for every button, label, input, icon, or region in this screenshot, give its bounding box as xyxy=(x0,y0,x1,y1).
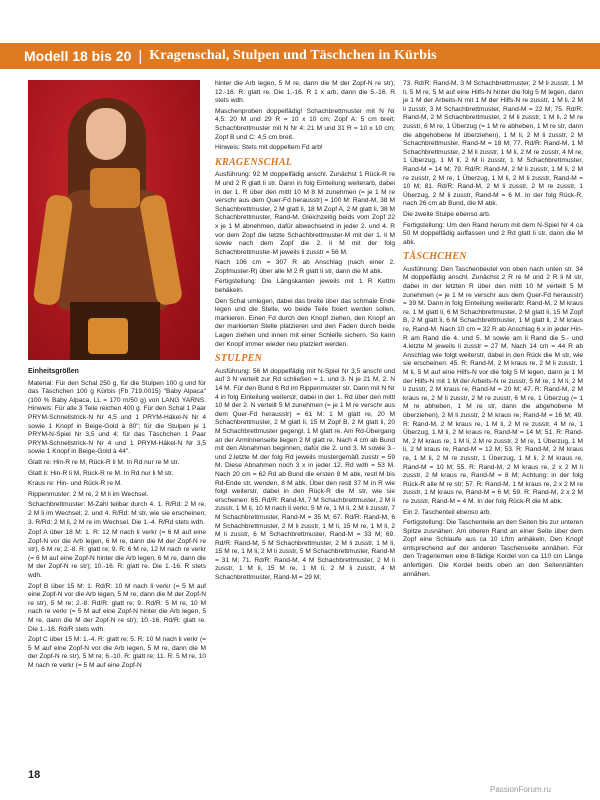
section-heading-stulpen: STULPEN xyxy=(215,353,263,365)
schal-abschluss: Nach 106 cm = 307 R ab Anschlag (nach einer 2. Zopfmuster-R) über alle M 2 R glatt li str, dann die M abk. xyxy=(215,259,395,275)
model-photo xyxy=(28,80,200,360)
title-separator: | xyxy=(138,47,143,65)
schal-ausfuehrung: Ausführung: 92 M doppelfädig anschl. Zunächst 1 Rück-R re M und 2 R glatt li str. Dann in folg Einteilung weiterarb, dabei in der 1. R über den mittl 10 M 8 M zunehmen (= je 1 M re verschr aus dem Quer-Fd herausstr) = 100 M: Rand-M, 38 M Schachbrettmuster, 2 M glatt li, 18 M Zopf A, 2 M glatt li, 38 M Schachbrettmuster, Rand-M. Gleichzeitig beids vom Zopf 22 x je 1 M abnehmen, dafür abwechselnd in jeder 2. und 4. R vor dem Zopf die letzte Schachbrettmuster-M mit der 1. li M sowie nach dem Zopf die 2. li M mit der folg Schachbrettmuster-M jeweils li zusstr = 56 M. xyxy=(215,171,395,256)
zopf-c-text: Zopf C über 15 M: 1.-4. R: glatt re; 5. R: 10 M nach li verkr (= 5 M auf eine Zopf-N vor die Arb legen, 5 M re, dann die M der Zopf-N re str), 5 M re; 6.-10. R: glatt re; 11. R: 5 M re, 10 M nach re verkr (= 5 M auf eine Zopf-N xyxy=(28,636,206,669)
top-margin xyxy=(0,0,600,20)
stulpen-ausfuehrung: Ausführung: 56 M doppelfädig mit N-Spiel Nr 3,5 anschl und auf 3 N verteilt zur Rd schließen = 1. und 3. N je 21 M, 2. N 14 M. Für den Bund 6 Rd im Rippenmuster str. Dann mit N Nr 4 in folg Einteilung weiterstr, dabei in der 1. Rd über den mittl 10 M der 2. N verteilt 5 M zunehmen (= je 1 M re verschr aus dem Quer-Fd herausstr) = 61 M: 1 M glatt re, 20 M Schachbrettmuster, 2 M glatt li, 15 M Zopf B, 2 M glatt li, 20 M Schachbrettmuster gegengl, 1 M glatt re. Am Rd-Übergang an der Arminnenseite liegen 2 M glatt re. Nach 4 cm ab Bund mit den Abnahmen beginnen, dafür die 2. und 3. M sowie 3.- und 2.letzte M der folg Rd jeweils mustergemäß zusstr = 59 M. Diese Abnahmen noch 3 x in jeder 12. Rd wdh = 53 M. Nach 20 cm = 62 Rd ab Bund die ersten 8 M abk, restl M bis Rd-Ende str, wenden, 8 M abk. Über den restl 37 M in R wie folgt weiterstr, dabei in den Rück-R die M str, wie sie erscheinen: 65. Rd/R: Rand-M, 7 M Schachbrettmuster, 2 M li zusstr, 1 M li, 10 M nach li verkr, 5 M re, 1 M li, 2 M li zusstr, 7 M Schachbrettmuster, Rand-M = 35 M; 67. Rd/R: Rand-M, 6 M Schachbrettmuster, 2 M li zusstr, 1 M li, 15 M re, 1 M li, 2 M li zusstr, 6 M Schachbrettmuster, Rand-M = 33 M; 69. Rd/R: Rand-M, 5 M Schachbrettmuster, 2 M li zusstr, 1 M li, 15 M re, 1 M li, 2 M li zusstr, 5 M Schachbrettmuster, Rand-M = 31 M; 71. Rd/R: Rand-M, 4 M Schachbrettmuster, 2 M li zusstr, 1 M li, 15 M re, 1 M li, 2 M li zusstr, 4 M Schachbrettmuster, Rand-M = 29 M; xyxy=(215,367,395,582)
model-number: Modell 18 bis 20 xyxy=(24,48,132,64)
tasche-fertigstellung: Fertigstellung: Die Taschenteile an den Seiten bis zur unteren Spitze zusnähen. Am oberen Rand an einer Seite über dem Zopf eine Schlaufe aus ca 10 Lftm anhäkeln. Den Knopf entsprechend auf der anderen Taschenseite annähen. Für den Trageriemen eine 8-fädige Kordel von ca 110 cm Länge anfertigen. Die Kordel beids oben an den Seitennähten annähen. xyxy=(403,519,583,578)
photo-bag xyxy=(88,318,128,354)
section-heading-taeschchen: TÄSCHCHEN xyxy=(403,251,467,263)
watermark: PassionForum.ru xyxy=(490,785,551,794)
zopf-c-continued: hinter die Arb legen, 5 M re, dann die M der Zopf-N re str); 12.-16. R: glatt re. Die 1.-16. R 1 x arb, dann die 5.-16. R stets wdh. xyxy=(215,80,395,105)
tasche-ausfuehrung: Ausführung: Den Taschenbeutel von oben nach unten str. 34 M doppelfädig anschl. Zunächst 2 R re M und 2 R li M str, dabei in der letzten R über den mittl 10 M verteilt 5 M zunehmen (= je 1 M re verschr aus dem Quer-Fd herausstr) = 39 M. Dann in folg Einteilung weiterarb: Rand-M, 2 M kraus re, 1 M glatt li, 6 M Schachbrettmuster, 2 M glatt li, 15 M Zopf B, 2 M glatt li, 6 M Schachbrettmuster, 1 M glatt li, 2 M kraus re, Rand-M. Nach 10 cm = 32 R ab Anschlag 6 x in jeder Hin-R am Rand die 4. und 5. M sowie am li Rand die 5.- und 4.letzte M jeweils li zusstr = 27 M. Nach 14 cm = 44 R ab Anschlag wie folgt weiterstr, dabei in den Rück die M str, wie sie erscheinen: 45. R: Rand-M, 2 M kraus re, 2 M li zusstr, 1 M li, 5 M auf eine Hilfs-N vor die folg 5 M legen, dann je 1 M der Hilfs-N mit 1 M der Arbeits-N re zusstr, 5 M re, 1 M li, 2 M li zusstr, 2 M kraus re, Rand-M = 20 M; 47. R: Rand-M, 2 M kraus re, 2 M li zusstr, 2 M re zusstr, 6 M re, 1 Überzug (= 1 M re abheben, 1 M re str, dann die abgehobene M überziehen), 2 M li zusstr, 2 M kraus re, Rand-M = 16 M; 49. R: Rand-M, 2 M kraus re, 1 M li, 2 M re zusstr, 4 M re, 1 Überzug, 1 M li, 2 M kraus re, Rand-M = 14 M; 51. R: Rand-M, 2 M kraus re, 1 M li, 2 M re zusstr, 2 M re, 1 Überzug, 1 M li, 2 M kraus re, Rand-M = 12 M; 53. R: Rand-M, 2 M kraus re, 1 M li, 2 M re zusstr, 1 Überzug, 1 M li, 2 M kraus re, Rand-M = 10 M; 55. R: Rand-M, 2 M kraus re, 2 x 2 M li zusstr, 2 M kraus re, Rand-M = 8 M; Achtung: in der folg Rück-R alle M re str; 57. R: Rand-M, 1 M kraus re, 2 x 2 M re zusstr, 1 M kraus re, Rand-M = 6 M; 59. R: Rand-M, 2 x 2 M re zusstr, Rand-M = 4 M. In der folg Rück-R die M abk. xyxy=(403,265,583,505)
hinweis-text: Hinweis: Stets mit doppeltem Fd arb! xyxy=(215,144,323,152)
schach-text: Schachbrettmuster: M-Zahl teilbar durch 4. 1. R/Rd: 2 M re, 2 M li im Wechsel; 2. und 4. R/Rd: M str, wie sie erscheinen; 3. R/Rd: 2 M li, 2 M re im Wechsel. Die 1.-4. R/Rd stets wdh. xyxy=(28,501,206,526)
schal-knopf: Den Schal umlegen, dabei das breite über das schmale Ende legen und die Stelle, wo beide Teile fixiert werden sollen, markieren. Einen Fd durch den Knopf ziehen, den Knopf an der markierten Stelle platzieren und den Faden durch beide Lagen ziehen und innen mit einer Schleife sichern. So kann der Knopf immer wieder neu platziert werden. xyxy=(215,297,395,348)
zopf-b-text: Zopf B über 15 M: 1. Rd/R: 10 M nach li verkr (= 5 M auf eine Zopf-N vor die Arb legen, 5 M re, dann die M der Zopf-N re str), 5 M re; 2.-8. Rd/R: glatt re; 9. Rd/R: 5 M re, 10 M nach re verkr (= 5 M auf eine Zopf-N hinter die Arb legen, 5 M re, dann die M der Zopf-N re str); 10.-16. Rd/R: glatt re. Die 1.-16. Rd/R stets wdh. xyxy=(28,582,206,633)
size-heading: Einheitsgrößen xyxy=(28,368,79,375)
zopf-a-text: Zopf A über 18 M: 1. R: 12 M nach li verkr (= 6 M auf eine Zopf-N vor die Arb legen, 6 M re, dann die M der Zopf-N re str), 6 M re; 2.-8. R: glatt re; 9. R: 6 M re, 12 M nach re verkr (= 6 M auf eine Zopf-N hinter die Arb legen, 6 M re, dann die M der Zopf-N re str); 10.-16. R: glatt re. Die 1.-16. R stets wdh. xyxy=(28,529,206,580)
kraus-text: Kraus re: Hin- und Rück-R re M. xyxy=(28,480,123,488)
glatt-re-text: Glatt re: Hin-R re M, Rück-R li M. In Rd nur re M str. xyxy=(28,458,180,466)
column-right xyxy=(403,80,583,581)
page-number: 18 xyxy=(28,769,41,781)
maschenprobe-text: Maschenproben doppelfädig! Schachbrettmuster mit N Nr 4,5: 20 M und 29 R = 10 x 10 cm; Zopf A: 5 cm breit; Schachbrettmuster mit N Nr 4: 21 M und 31 R = 10 x 10 cm; Zopf B und C: 4,5 cm breit. xyxy=(215,107,395,141)
title-banner xyxy=(0,43,600,69)
stulpen-continued: 73. Rd/R: Rand-M, 3 M Schachbrettmuster, 2 M li zusstr, 1 M li, 5 M re, 5 M auf eine Hilfs-N hinter die folg 5 M legen, dann je 1 M der Arbeits-N mit 1 M der Hilfs-N re zusstr, 1 M li, 2 M li zusstr, 3 M Schachbrettmuster, Rand-M = 22 M; 75. Rd/R: Rand-M, 2 M Schachbrettmuster, 2 M li zusstr, 1 M li, 2 M re zusstr, 6 M re, 1 Überzug (= 1 M re abheben, 1 M re str, dann die abgehobene M überziehen), 1 M li, 2 M li zusstr, 2 M Schachbrettmuster, Rand-M = 18 M; 77. Rd/R: Rand-M, 1 M Schachbrettmuster, 2 M li zusstr, 1 M li, 2 M re zusstr, 4 M re, 1 Überzug, 1 M li, 2 M li zusstr, 1 M Schachbrettmuster, Rand-M = 14 M; 79. Rd/R: Rand-M, 2 M li zusstr, 1 M li, 2 M re zusstr, 2 M re, 1 Überzug, 1 M li, 2 M li zusstr, Rand-M = 10 M; 81. Rd/R: Rand-M, 2 M li zusstr, 2 M re zusstr, 1 Überzug, 2 M li zusstr, Rand-M = 6 M. In der folg Rück-R, nach 26 cm ab Bund, die M abk. xyxy=(403,80,583,208)
photo-face xyxy=(86,108,126,160)
rippen-text: Rippenmuster: 2 M re, 2 M li im Wechsel. xyxy=(28,490,149,498)
column-middle xyxy=(215,80,395,585)
material-text: Material: Für den Schal 250 g, für die Stulpen 100 g und für das Täschchen 100 g Kürbis (Fb 719.0015) "Baby Alpaca" (100 % Baby Alpaca, LL = 170 m/50 g) von LANG YARNS. Hinweis: Für alle 3 Teile reichen 400 g. Für den Schal 1 Paar PRYM-Schnellstrick-N Nr 4,5 und 1 PRYM-Häkel-N Nr 4 sowie 1 Knopf in Beige-Gold à 80"; für die Stulpen je 1 PRYM-N-Spiel Nr 3,5 und 4; für das Täschchen 1 Paar PRYM-Schnellstrick-N Nr 4 und 1 PRYM-Häkel-N Nr 3,5 sowie 1 Knopf in Beige-Gold à 44". xyxy=(28,379,206,456)
schal-fertigstellung: Fertigstellung: Die Längskanten jeweils mit 1 R Kettm behäkeln. xyxy=(215,278,395,295)
photo-scarf xyxy=(90,168,140,208)
page-title: Kragenschal, Stulpen und Täschchen in Kürbis xyxy=(149,48,437,63)
section-heading-kragenschal: KRAGENSCHAL xyxy=(215,156,293,168)
stulpen-fertigstellung: Fertigstellung: Um den Rand herum mit dem N-Spiel Nr 4 ca 50 M doppelfädig auffassen und 2 Rd glatt li str, dann die M abk. xyxy=(403,221,583,246)
glatt-li-text: Glatt li: Hin-R li M, Rück-R re M. In Rd nur li M str. xyxy=(28,469,174,477)
stulpe-zweite: Die zweite Stulpe ebenso arb. xyxy=(403,210,491,218)
column-left xyxy=(28,366,206,673)
tasche-zweites-teil: Ein 2. Taschenteil ebenso arb. xyxy=(403,508,492,516)
